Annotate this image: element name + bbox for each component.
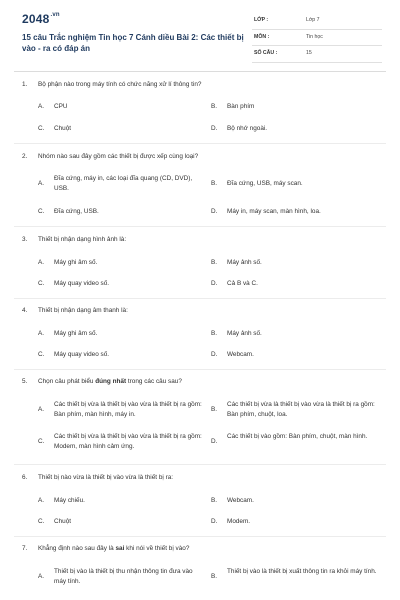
option-text: Các thiết bị vừa là thiết bị vào vừa là thiết bị ra gồm: Bàn phím, màn hình, máy in. (54, 401, 202, 418)
meta-table (252, 16, 382, 66)
option-text: Máy quay video số. (54, 351, 110, 358)
question-emphasis: sai (115, 545, 125, 552)
meta-label: SỐ CÂU : (254, 50, 278, 56)
question-divider (14, 143, 386, 144)
question-stem (22, 378, 182, 385)
option-letter: B. (211, 497, 218, 504)
question-stem (22, 545, 189, 552)
question-divider (14, 298, 386, 299)
question-stem (22, 236, 126, 243)
option-letter: B. (211, 330, 218, 337)
meta-value: Tin học (306, 33, 323, 40)
option-text: Máy quay video số. (54, 280, 110, 287)
question-number: 6. (22, 474, 28, 481)
question-number: 5. (22, 378, 28, 385)
meta-row-grade (252, 16, 382, 30)
option-letter: C. (38, 438, 45, 445)
option-text: Các thiết bị vừa là thiết bị vào vừa là thiết bị ra gồm: Modem, màn hình cảm ứng. (54, 433, 202, 450)
option-text: Các thiết bị vừa là thiết bị vào vừa là thiết bị ra gồm: Bàn phím, chuột, loa. (227, 401, 375, 418)
option-letter: B. (211, 259, 218, 266)
question-number: 7. (22, 545, 28, 552)
question-divider (14, 226, 386, 227)
option-letter: D. (211, 351, 218, 358)
option-text: Máy ghi âm số. (54, 330, 98, 337)
question-divider (14, 369, 386, 370)
option-letter: C. (38, 125, 45, 132)
header-divider (14, 71, 386, 72)
option-letter: A. (38, 259, 45, 266)
option-letter: A. (38, 406, 45, 413)
option-letter: B. (211, 180, 218, 187)
question-text: Thiết bị nào vừa là thiết bị vào vừa là thiết bị ra: (38, 474, 174, 481)
question-divider (14, 464, 386, 465)
option-letter: A. (38, 573, 45, 580)
option-text: Webcam. (227, 351, 254, 358)
option-text: Modem. (227, 518, 251, 525)
question-text: Khẳng định nào sau đây là (38, 545, 116, 552)
option-text: Chuột (54, 518, 72, 525)
question-text-end: trong các câu sau? (126, 378, 182, 385)
question-number: 4. (22, 307, 28, 314)
option-letter: D. (211, 518, 218, 525)
option-letter: A. (38, 103, 45, 110)
option-letter: D. (211, 208, 218, 215)
question-text: Thiết bị nhận dạng âm thanh là: (38, 307, 128, 314)
question-stem (22, 81, 201, 88)
meta-row-count (252, 49, 382, 63)
document-title: 15 câu Trắc nghiệm Tin học 7 Cánh diều Bài 2: Các thiết bị vào - ra có đáp án (22, 33, 244, 53)
site-logo[interactable] (22, 12, 60, 26)
option-text: Thiết bị vào là thiết bị xuất thông tin ra khỏi máy tính. (227, 568, 377, 575)
question-stem (22, 307, 128, 314)
logo-text: 2048 (22, 12, 50, 26)
option-letter: C. (38, 351, 45, 358)
meta-label: LỚP : (254, 17, 269, 23)
option-text: CPU (54, 103, 68, 110)
option-text: Bộ nhớ ngoài. (227, 125, 268, 132)
option-letter: B. (211, 406, 218, 413)
worksheet-header (22, 12, 382, 64)
option-text: Webcam. (227, 497, 254, 504)
meta-row-subject (252, 33, 382, 47)
question-text: Thiết bị nhận dạng hình ảnh là: (38, 236, 127, 243)
option-text: Các thiết bị vào gồm: Bàn phím, chuột, màn hình. (227, 433, 368, 440)
question-stem (22, 153, 198, 160)
meta-value: Lớp 7 (306, 17, 320, 23)
option-text: Chuột (54, 125, 72, 132)
option-letter: C. (38, 280, 45, 287)
option-letter: D. (211, 280, 218, 287)
question-text-end: khi nói về thiết bị vào? (124, 545, 190, 552)
meta-value: 15 (306, 50, 312, 56)
question-stem (22, 474, 173, 481)
option-letter: C. (38, 208, 45, 215)
question-number: 3. (22, 236, 28, 243)
option-letter: A. (38, 180, 45, 187)
option-letter: D. (211, 438, 218, 445)
question-number: 2. (22, 153, 28, 160)
option-text: Đĩa cứng, USB. (54, 208, 99, 215)
option-text: Máy in, máy scan, màn hình, loa. (227, 208, 321, 215)
option-text: Đĩa cứng, USB, máy scan. (227, 180, 303, 187)
option-text: Máy ảnh số. (227, 330, 262, 337)
question-emphasis: đúng nhất (95, 378, 127, 385)
question-text: Nhóm nào sau đây gồm các thiết bị được xếp cùng loại? (38, 153, 199, 160)
option-letter: B. (211, 573, 218, 580)
option-text: Bàn phím (227, 103, 255, 110)
option-text: Máy ghi âm số. (54, 259, 98, 266)
option-text: Máy chiếu. (54, 497, 85, 504)
question-text: Chọn câu phát biểu (38, 378, 96, 385)
option-text: Máy ảnh số. (227, 259, 262, 266)
option-text: Đĩa cứng, máy in, các loại đĩa quang (CD, DVD), USB. (54, 175, 193, 192)
option-letter: A. (38, 330, 45, 337)
option-letter: D. (211, 125, 218, 132)
option-text: Thiết bị vào là thiết bị thu nhận thông tin đưa vào máy tính. (54, 568, 193, 585)
meta-label: MÔN : (254, 33, 270, 40)
option-text: Cả B và C. (227, 280, 258, 287)
question-text: Bộ phận nào trong máy tính có chức năng xử lí thông tin? (38, 81, 202, 88)
option-letter: A. (38, 497, 45, 504)
option-letter: C. (38, 518, 45, 525)
option-letter: B. (211, 103, 218, 110)
question-divider (14, 536, 386, 537)
question-number: 1. (22, 81, 28, 88)
logo-tld: .vn (50, 12, 60, 18)
